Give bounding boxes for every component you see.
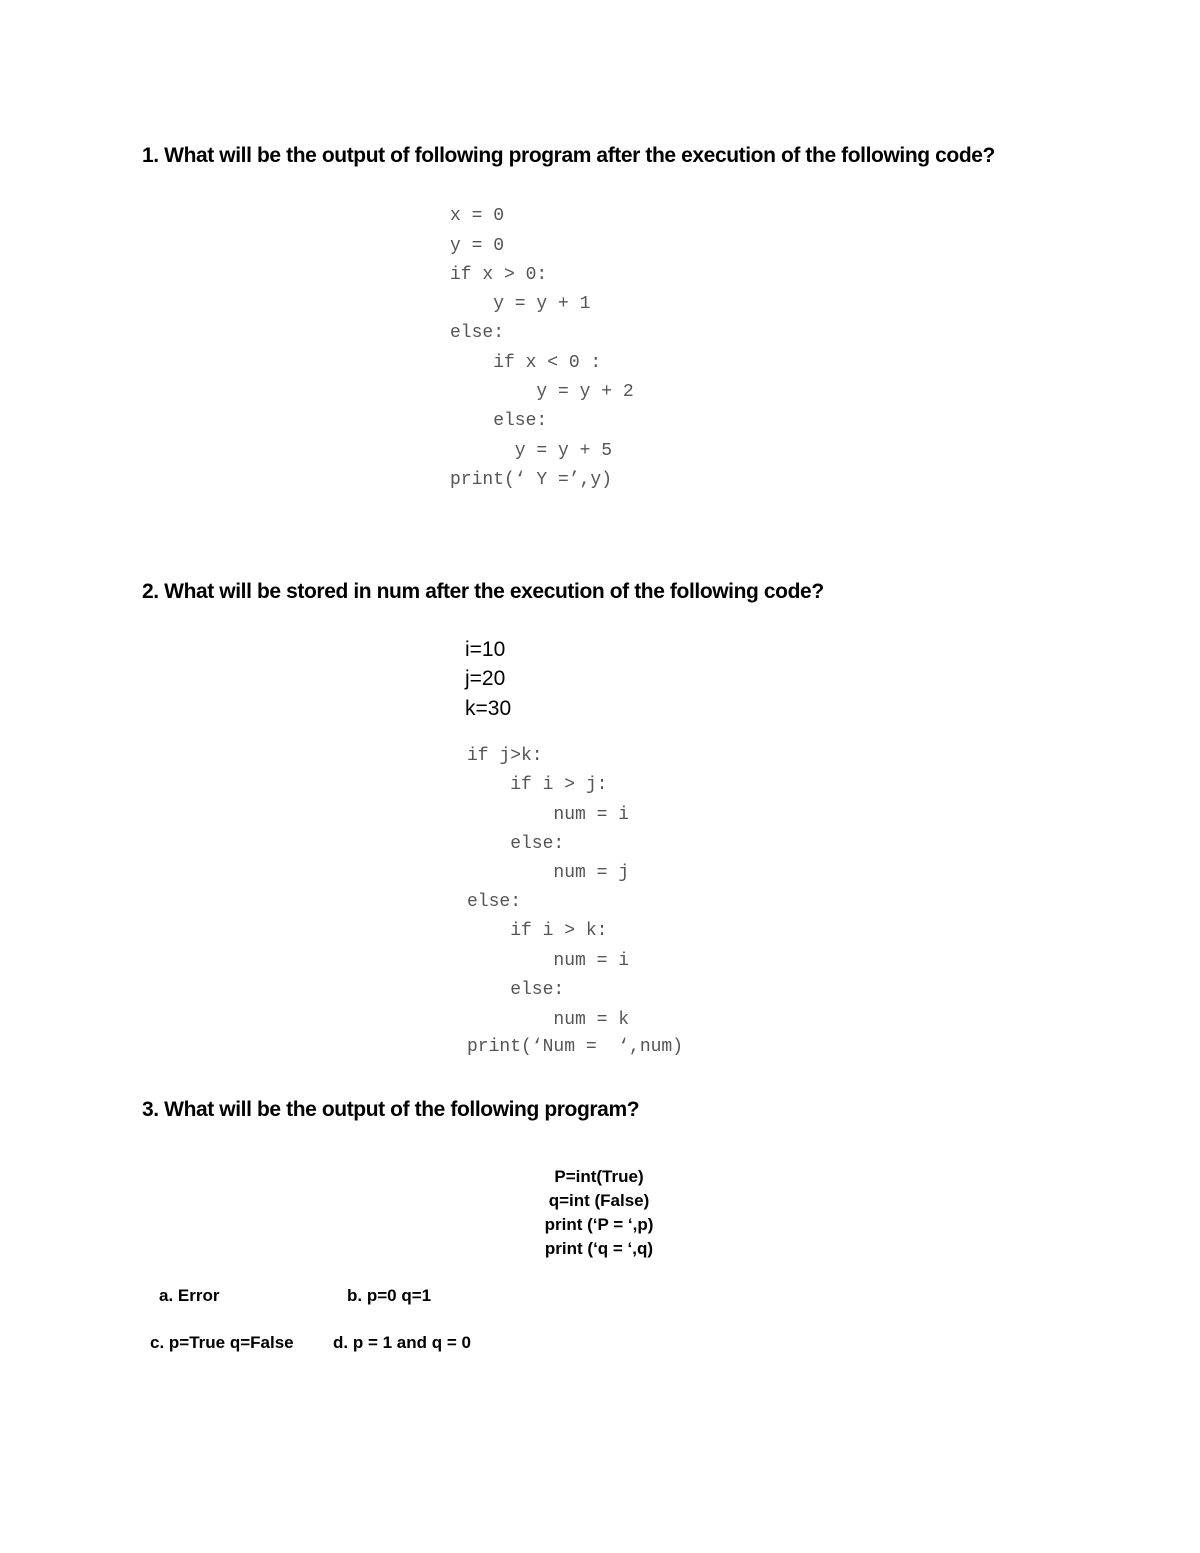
code-line: num = i <box>467 805 630 825</box>
code-line: y = y + 5 <box>450 441 613 461</box>
question-3-text: 3. What will be the output of the following program? <box>142 1098 640 1121</box>
code-line: else: <box>467 980 565 1000</box>
code-line: y = 0 <box>450 236 505 256</box>
code-line: num = i <box>467 951 630 971</box>
code-line: y = y + 2 <box>450 382 634 402</box>
code-line: q=int (False) <box>548 1191 650 1210</box>
assignment-line: j=20 <box>465 667 506 690</box>
code-line: else: <box>450 411 548 431</box>
code-line: print(‘ Y =’,y) <box>450 470 613 490</box>
code-line: print (‘q = ‘,q) <box>544 1239 654 1258</box>
assignment-line: k=30 <box>465 697 512 720</box>
assignment-line: i=10 <box>465 638 506 661</box>
code-line: print (‘P = ‘,p) <box>544 1215 654 1234</box>
code-line: num = k <box>467 1010 630 1030</box>
question-1-text: 1. What will be the output of following program after the execution of the following code? <box>142 144 995 167</box>
code-line: x = 0 <box>450 206 505 226</box>
option-d: d. p = 1 and q = 0 <box>333 1333 471 1352</box>
code-line: P=int(True) <box>554 1167 644 1186</box>
option-c: c. p=True q=False <box>150 1333 294 1352</box>
code-line: y = y + 1 <box>450 294 591 314</box>
code-line: num = j <box>467 863 630 883</box>
code-line: print(‘Num = ‘,num) <box>467 1037 684 1057</box>
code-line: if i > j: <box>467 775 608 795</box>
code-line: if i > k: <box>467 921 608 941</box>
code-line: else: <box>467 892 522 912</box>
code-line: else: <box>467 834 565 854</box>
code-line: if x > 0: <box>450 265 548 285</box>
code-line: if j>k: <box>467 746 543 766</box>
option-a: a. Error <box>159 1286 220 1305</box>
option-b: b. p=0 q=1 <box>347 1286 432 1305</box>
code-line: else: <box>450 323 505 343</box>
question-2-text: 2. What will be stored in num after the execution of the following code? <box>142 580 824 603</box>
code-line: if x < 0 : <box>450 353 602 373</box>
